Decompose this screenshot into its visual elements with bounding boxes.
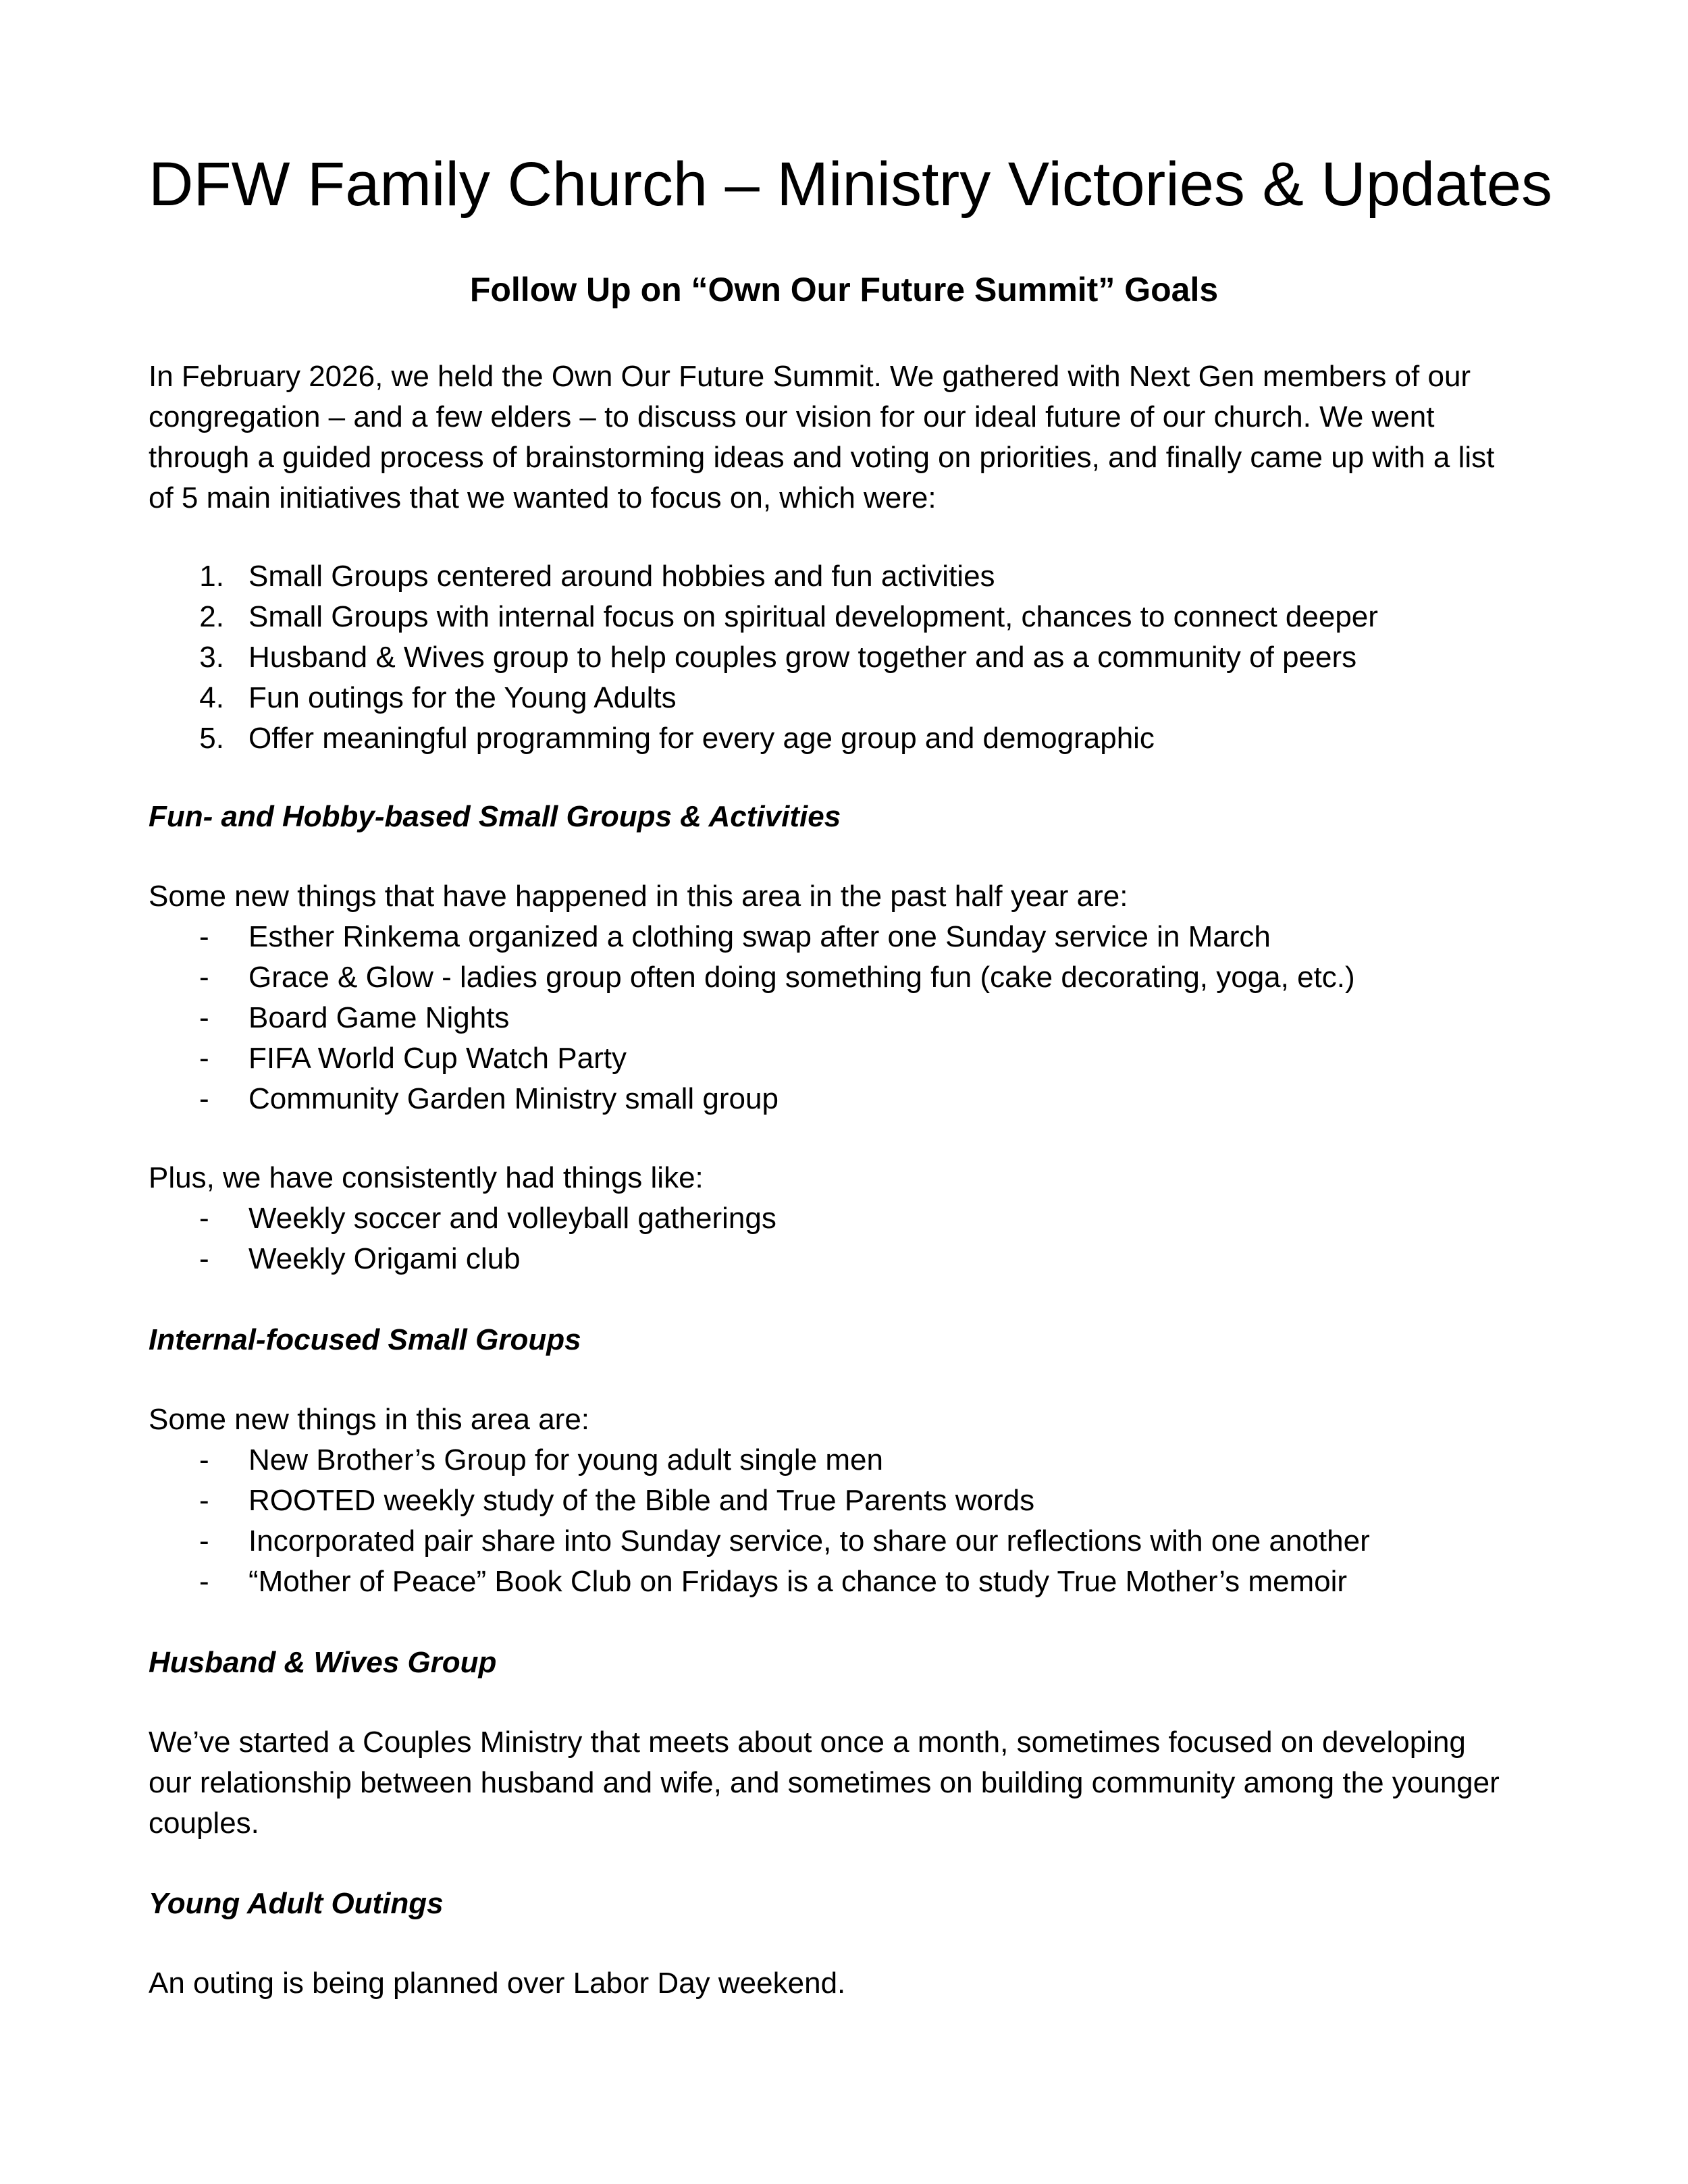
- intro-line: congregation – and a few elders – to discuss our vision for our ideal future of our church. We went: [149, 400, 1435, 433]
- list-item: [149, 1440, 1539, 1481]
- list-item: [149, 957, 1539, 998]
- section-intro: Some new things in this area are:: [149, 1403, 590, 1436]
- page-subtitle: Follow Up on “Own Our Future Summit” Goals: [469, 271, 1219, 309]
- section-fun-body: [149, 876, 1539, 1119]
- section-fun-heading-block: [149, 797, 1539, 837]
- list-item: [149, 597, 1539, 637]
- list-item-text: Small Groups centered around hobbies and fun activities: [248, 560, 995, 593]
- bullet-dash: -: [199, 1001, 209, 1034]
- bullet-dash: -: [199, 1042, 209, 1075]
- bullet-dash: -: [199, 1242, 209, 1275]
- list-item: [149, 998, 1539, 1038]
- list-item-text: Board Game Nights: [248, 1001, 510, 1034]
- fun-items-list: [149, 917, 1539, 1119]
- intro-line: In February 2026, we held the Own Our Future Summit. We gathered with Next Gen members of our: [149, 360, 1471, 393]
- section-outings-body: [149, 1963, 1539, 2004]
- list-item: [149, 556, 1539, 597]
- list-item: [149, 637, 1539, 678]
- list-item: [149, 1198, 1539, 1239]
- list-number: 1.: [199, 560, 224, 593]
- bullet-dash: -: [199, 1443, 209, 1476]
- bullet-dash: -: [199, 1082, 209, 1115]
- section-heading: Fun- and Hobby-based Small Groups & Activities: [149, 800, 841, 833]
- section-heading: Internal-focused Small Groups: [149, 1323, 581, 1356]
- list-item-text: New Brother’s Group for young adult single men: [248, 1443, 883, 1476]
- list-number: 3.: [199, 641, 224, 674]
- page-title: DFW Family Church – Ministry Victories & Updates: [149, 150, 1553, 219]
- list-item-text: Incorporated pair share into Sunday service, to share our reflections with one another: [248, 1524, 1370, 1557]
- list-item: [149, 1562, 1539, 1602]
- section-fun-consistent: [149, 1158, 1539, 1279]
- bullet-dash: -: [199, 1202, 209, 1235]
- intro-line: of 5 main initiatives that we wanted to focus on, which were:: [149, 481, 937, 514]
- bullet-dash: -: [199, 1524, 209, 1557]
- list-item-text: Esther Rinkema organized a clothing swap after one Sunday service in March: [248, 920, 1271, 953]
- list-item: [149, 1481, 1539, 1521]
- paragraph-line: We’ve started a Couples Ministry that meets about once a month, sometimes focused on developing: [149, 1726, 1466, 1759]
- list-item-text: FIFA World Cup Watch Party: [248, 1042, 627, 1075]
- list-item: [149, 678, 1539, 718]
- intro-line: through a guided process of brainstorming ideas and voting on priorities, and finally came up with a list: [149, 441, 1495, 474]
- section-couples-heading-block: [149, 1643, 1539, 1683]
- list-number: 2.: [199, 600, 224, 633]
- section-heading: Husband & Wives Group: [149, 1646, 497, 1679]
- list-item: [149, 917, 1539, 957]
- list-item: [149, 1079, 1539, 1119]
- list-item-text: Community Garden Ministry small group: [248, 1082, 779, 1115]
- list-number: 5.: [199, 722, 224, 755]
- list-number: 4.: [199, 681, 224, 714]
- bullet-dash: -: [199, 1565, 209, 1598]
- list-item-text: “Mother of Peace” Book Club on Fridays is a chance to study True Mother’s memoir: [248, 1565, 1348, 1598]
- section-heading: Young Adult Outings: [149, 1887, 444, 1920]
- list-item: [149, 1038, 1539, 1079]
- section-internal-heading-block: [149, 1320, 1539, 1360]
- list-item: [149, 1521, 1539, 1562]
- list-item: [149, 718, 1539, 759]
- list-item-text: ROOTED weekly study of the Bible and True Parents words: [248, 1484, 1035, 1517]
- list-item-text: Husband & Wives group to help couples grow together and as a community of peers: [248, 641, 1357, 674]
- initiatives-list-block: [149, 556, 1539, 759]
- intro-paragraph: [149, 356, 1539, 518]
- section-intro: Some new things that have happened in this area in the past half year are:: [149, 880, 1128, 913]
- list-item-text: Weekly soccer and volleyball gatherings: [248, 1202, 776, 1235]
- consistent-items-list: [149, 1198, 1539, 1279]
- list-item-text: Fun outings for the Young Adults: [248, 681, 677, 714]
- paragraph-line: our relationship between husband and wife, and sometimes on building community among the younger: [149, 1766, 1500, 1799]
- list-item-text: Small Groups with internal focus on spiritual development, chances to connect deeper: [248, 600, 1378, 633]
- bullet-dash: -: [199, 1484, 209, 1517]
- section-outings-heading-block: [149, 1884, 1539, 1924]
- list-item-text: Grace & Glow - ladies group often doing something fun (cake decorating, yoga, etc.): [248, 961, 1355, 994]
- bullet-dash: -: [199, 961, 209, 994]
- section-internal-body: [149, 1400, 1539, 1602]
- paragraph-line: An outing is being planned over Labor Day weekend.: [149, 1967, 846, 2000]
- section-couples-body: [149, 1722, 1539, 1844]
- section-intro: Plus, we have consistently had things like:: [149, 1161, 704, 1194]
- initiatives-list: [149, 556, 1539, 759]
- list-item: [149, 1239, 1539, 1279]
- list-item-text: Weekly Origami club: [248, 1242, 521, 1275]
- paragraph-line: couples.: [149, 1807, 259, 1840]
- list-item-text: Offer meaningful programming for every age group and demographic: [248, 722, 1155, 755]
- bullet-dash: -: [199, 920, 209, 953]
- internal-items-list: [149, 1440, 1539, 1602]
